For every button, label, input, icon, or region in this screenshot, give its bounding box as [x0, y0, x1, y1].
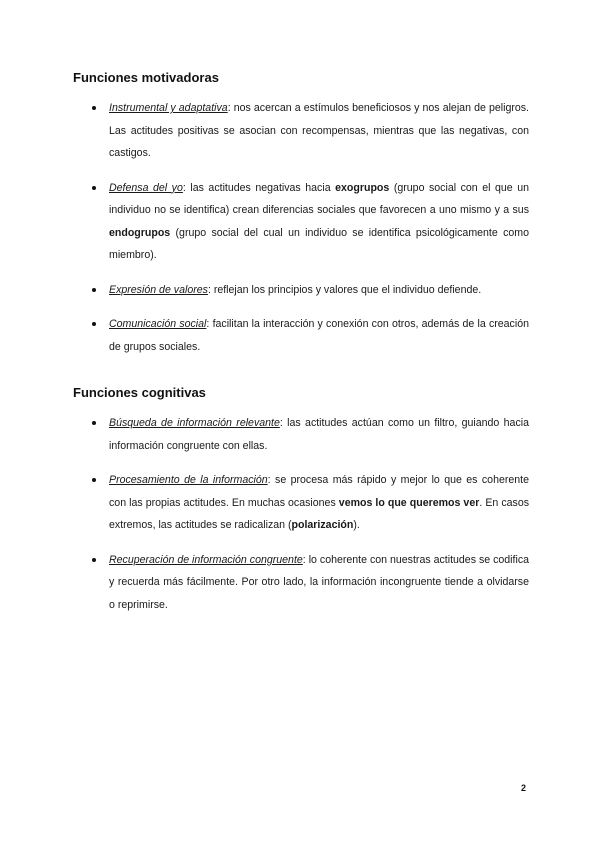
body-text: (grupo social con el que un individuo no se identifica) crean diferencias sociales que favorecen a uno mismo y a sus [109, 181, 530, 216]
list-item [73, 177, 529, 267]
bullet-icon [92, 558, 96, 562]
term: Defensa del yo [109, 181, 183, 194]
list-item [73, 412, 529, 457]
term: Recuperación de información congruente [109, 553, 303, 566]
body-text: : nos acercan a estímulos beneficiosos y nos alejan de peligros. Las actitudes positivas se asocian con recompensas, mientras que las negativas, con castigos. [109, 102, 529, 159]
section-funciones-motivadoras [73, 70, 529, 370]
bullet-list [73, 97, 529, 358]
body-text: . En casos extremos, las actitudes se radicalizan ( [109, 496, 530, 531]
list-item [73, 97, 529, 165]
bullet-icon [92, 186, 96, 190]
bullet-icon [92, 106, 96, 110]
section-funciones-cognitivas [73, 385, 529, 628]
bullet-icon [92, 421, 96, 425]
bold-text: polarización [291, 519, 354, 531]
list-item [73, 549, 529, 617]
body-text: ). [353, 519, 360, 531]
section-heading: Funciones motivadoras [73, 70, 219, 85]
bold-text: vemos lo que queremos ver [338, 496, 480, 509]
body-text: : lo coherente con nuestras actitudes se codifica y recuerda más fácilmente. Por otro lado, la información incongruente tiende a olvidarse o reprimirse. [109, 553, 530, 611]
body-text: : se procesa más rápido y mejor lo que es coherente con las propias actitudes. En muchas ocasiones [109, 474, 530, 509]
bold-text: exogrupos [335, 181, 390, 194]
term: Búsqueda de información relevante [109, 417, 280, 429]
body-text: : reflejan los principios y valores que el individuo defiende. [207, 283, 482, 296]
list-item [73, 313, 529, 358]
body-text: (grupo social del cual un individuo se identifica psicológicamente como miembro). [109, 226, 529, 261]
term: Instrumental y adaptativa [109, 102, 228, 114]
bullet-icon [92, 478, 96, 482]
section-heading: Funciones cognitivas [73, 385, 206, 400]
list-item [73, 279, 529, 302]
body-text: : las actitudes negativas hacia [182, 181, 336, 194]
term: Expresión de valores [109, 283, 208, 296]
list-item [73, 469, 529, 537]
bullet-icon [92, 288, 96, 292]
term: Procesamiento de la información [109, 474, 268, 486]
bullet-icon [92, 322, 96, 326]
bullet-list [73, 412, 529, 616]
body-text: : las actitudes actúan como un filtro, guiando hacia información congruente con ellas. [109, 417, 529, 452]
term: Comunicación social [109, 318, 207, 330]
bold-text: endogrupos [109, 226, 171, 239]
page-number: 2 [520, 783, 526, 793]
body-text: : facilitan la interacción y conexión con otros, además de la creación de grupos sociales. [109, 318, 529, 353]
